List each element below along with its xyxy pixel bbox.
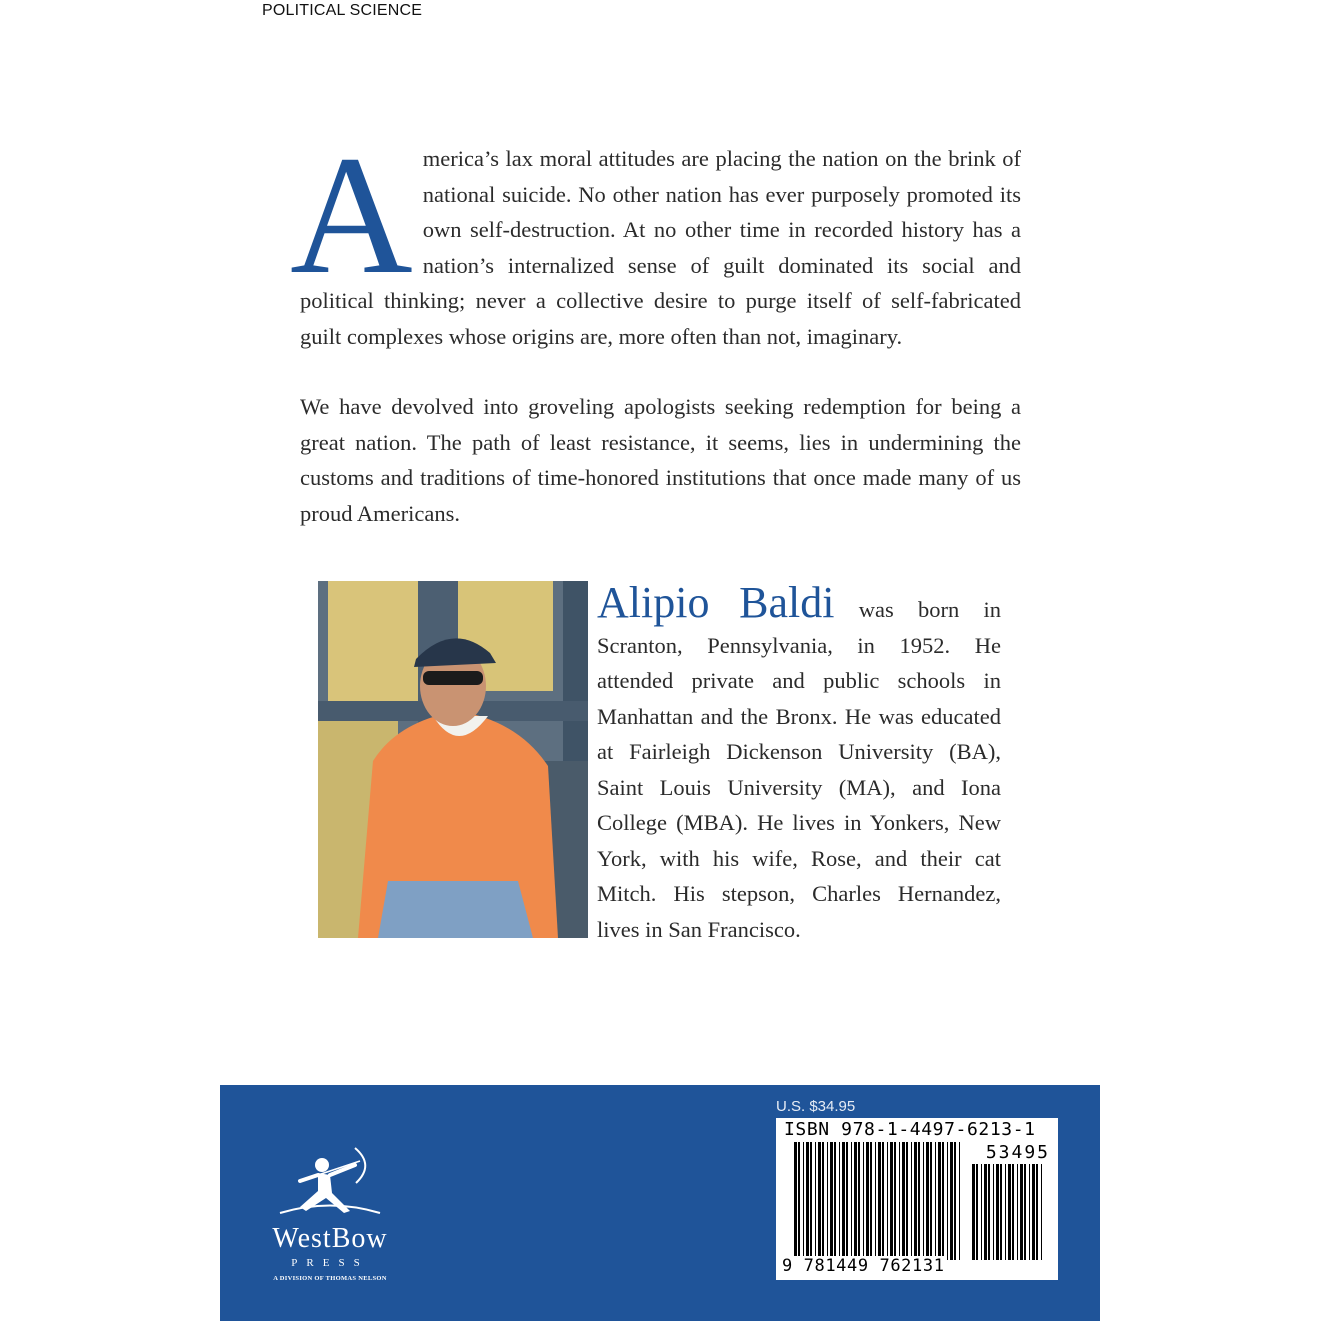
barcode-bar	[863, 1142, 864, 1260]
barcode-bar	[981, 1164, 982, 1260]
barcode-bar	[1012, 1164, 1014, 1260]
barcode-bar	[930, 1142, 932, 1260]
addon-barcode-bars	[972, 1164, 1046, 1260]
barcode	[776, 1118, 1058, 1280]
barcode-bar	[942, 1142, 944, 1260]
barcode-bar	[875, 1142, 876, 1260]
barcode-bar	[1000, 1164, 1002, 1260]
barcode-bar	[794, 1142, 797, 1260]
barcode-bar	[803, 1142, 804, 1260]
barcode-bar	[1005, 1164, 1006, 1260]
publisher-press: PRESS	[291, 1257, 369, 1269]
barcode-bar	[1029, 1164, 1030, 1260]
barcode-bar	[830, 1142, 833, 1260]
barcode-bar	[950, 1142, 953, 1260]
blurb-paragraph-1-text: merica’s lax moral attitudes are placing the nation on the brink of national suicide. No other nation has ever purposely promoted its own self-destruction. At no other time in recorded history has a nation’s internalized sense of guilt dominated its social and political thinking; never a collective desire to purge itself of self-fabricated guilt complexes whose origins are, more often than not, imaginary.	[300, 146, 1021, 349]
price-code: 53495	[985, 1142, 1050, 1163]
barcode-bar	[834, 1142, 836, 1260]
barcode-bar	[935, 1142, 936, 1260]
isbn-text: ISBN 978-1-4497-6213-1	[784, 1119, 1036, 1140]
barcode-bar	[972, 1164, 975, 1260]
author-bio	[597, 578, 1002, 947]
barcode-bar	[911, 1142, 912, 1260]
barcode-bar	[878, 1142, 881, 1260]
barcode-bar	[1041, 1164, 1042, 1260]
ean-digits: 9 781449 762131	[782, 1256, 945, 1276]
barcode-bar	[914, 1142, 917, 1260]
price-label: U.S. $34.95	[776, 1098, 856, 1115]
barcode-bar	[996, 1164, 999, 1260]
publisher-division: A DIVISION OF THOMAS NELSON	[273, 1275, 387, 1282]
barcode-bar	[870, 1142, 872, 1260]
barcode-bar	[988, 1164, 990, 1260]
barcode-bar	[839, 1142, 840, 1260]
barcode-bar	[947, 1142, 948, 1260]
barcode-bar	[851, 1142, 852, 1260]
barcode-bar	[846, 1142, 848, 1260]
barcode-bar	[842, 1142, 845, 1260]
barcode-bar	[818, 1142, 821, 1260]
author-name: Alipio Baldi	[597, 578, 835, 627]
barcode-bar	[976, 1164, 978, 1260]
barcode-bar	[894, 1142, 896, 1260]
barcode-bar	[887, 1142, 888, 1260]
barcode-bar	[815, 1142, 816, 1260]
barcode-bar	[954, 1142, 956, 1260]
publisher-logo	[260, 1143, 400, 1293]
ean-barcode-bars	[794, 1142, 964, 1260]
barcode-bar	[923, 1142, 924, 1260]
drop-cap: A	[290, 121, 413, 309]
barcode-bar	[890, 1142, 893, 1260]
blurb-paragraph-2: We have devolved into groveling apologists seeking redemption for being a great nation. The path of least resistance, it seems, lies in undermining the customs and traditions of time-honored institutions that once made many of us proud Americans.	[300, 394, 1021, 526]
barcode-bar	[906, 1142, 908, 1260]
publisher-brand: WestBow	[272, 1223, 388, 1254]
barcode-bar	[984, 1164, 987, 1260]
barcode-bar	[1024, 1164, 1026, 1260]
barcode-bar	[1036, 1164, 1038, 1260]
barcode-bar	[882, 1142, 884, 1260]
barcode-bar	[827, 1142, 828, 1260]
barcode-bar	[858, 1142, 860, 1260]
barcode-bar	[1020, 1164, 1023, 1260]
barcode-bar	[1017, 1164, 1018, 1260]
footer-band	[220, 1085, 1100, 1321]
barcode-bar	[1008, 1164, 1011, 1260]
barcode-bar	[926, 1142, 929, 1260]
category-label: POLITICAL SCIENCE	[262, 2, 423, 19]
barcode-bar	[993, 1164, 994, 1260]
archer-icon	[260, 1143, 400, 1223]
barcode-bar	[918, 1142, 920, 1260]
author-photo	[318, 581, 588, 938]
barcode-bar	[854, 1142, 857, 1260]
barcode-bar	[938, 1142, 941, 1260]
barcode-bar	[822, 1142, 824, 1260]
barcode-bar	[899, 1142, 900, 1260]
barcode-bar	[810, 1142, 812, 1260]
barcode-bar	[798, 1142, 800, 1260]
barcode-bar	[1032, 1164, 1035, 1260]
author-bio-text: was born in Scranton, Pennsylvania, in 1952. He attended private and public schools in Manhattan and the Bronx. He was educated at Fairleigh Dickenson University (BA), Saint Louis University (MA), and Iona College (MBA). He lives in Yonkers, New York, with his wife, Rose, and their cat Mitch. His stepson, Charles Hernandez, lives in San Francisco.	[597, 597, 1002, 942]
barcode-bar	[902, 1142, 905, 1260]
barcode-bar	[806, 1142, 809, 1260]
barcode-bar	[959, 1142, 960, 1260]
blurb-paragraph-1	[290, 121, 1021, 354]
barcode-bar	[866, 1142, 869, 1260]
